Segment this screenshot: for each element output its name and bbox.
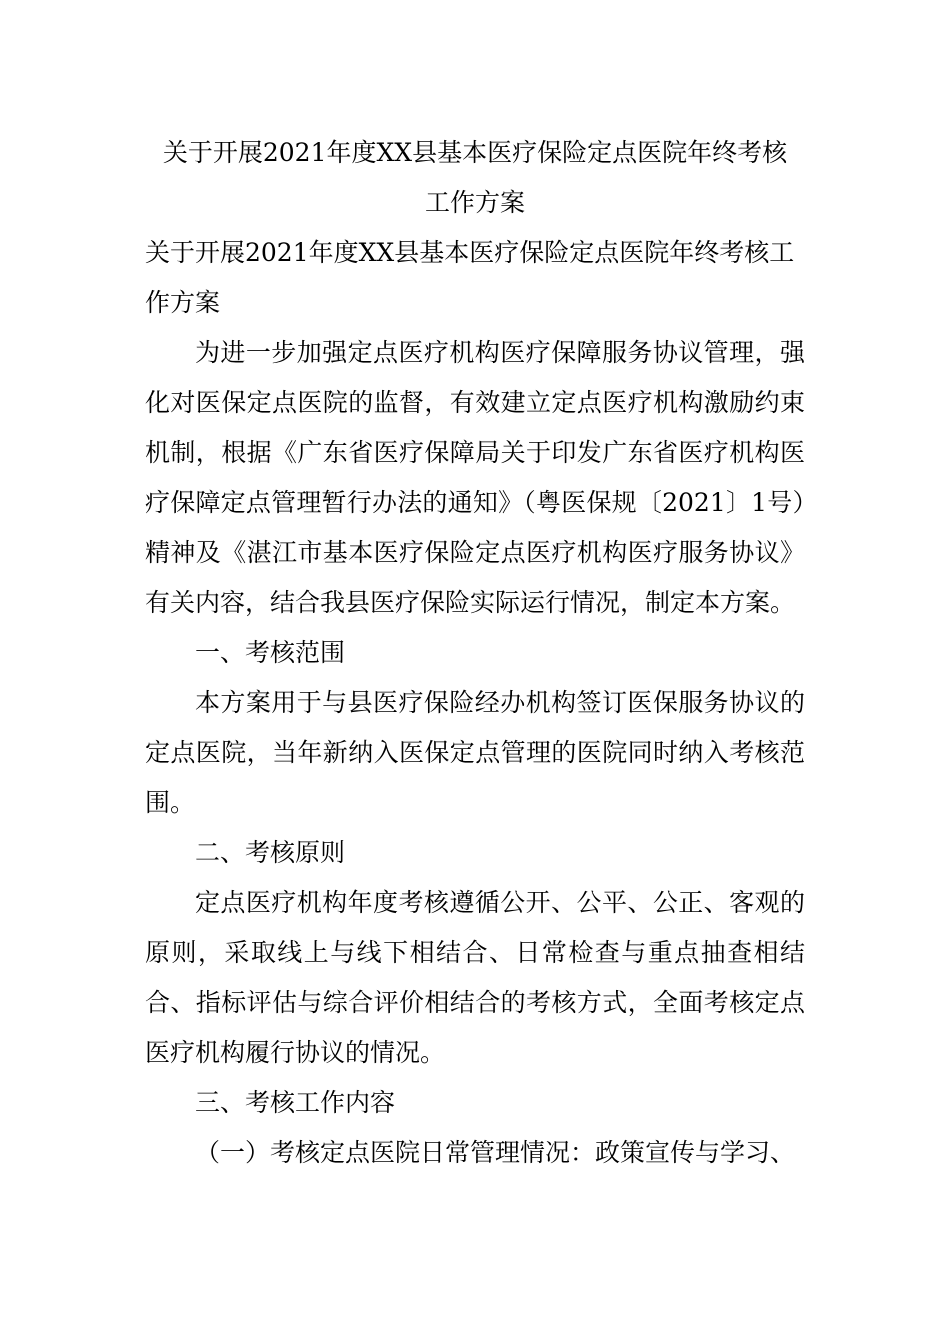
section-1-paragraph: 本方案用于与县医疗保险经办机构签订医保服务协议的定点医院，当年新纳入医保定点管理的医院同时纳入考核范围。 [145, 688, 805, 817]
section-3-heading: 三、考核工作内容 [195, 1088, 396, 1117]
section-2-paragraph: 定点医疗机构年度考核遵循公开、公平、公正、客观的原则，采取线上与线下相结合、日常检查与重点抽查相结合、指标评估与综合评价相结合的考核方式，全面考核定点医疗机构履行协议的情况。 [145, 888, 805, 1067]
title-line-1: 关于开展2021年度XX县基本医疗保险定点医院年终考核 [162, 138, 788, 167]
title-line-2: 工作方案 [424, 188, 525, 217]
intro-paragraph: 为进一步加强定点医疗机构医疗保障服务协议管理，强化对医保定点医院的监督，有效建立定点医疗机构激励约束机制，根据《广东省医疗保障局关于印发广东省医疗机构医疗保障定点管理暂行办法的通知》（粤医保规〔2021〕1号）精神及《湛江市基本医疗保险定点医疗机构医疗服务协议》有关内容，结合我县医疗保险实际运行情况，制定本方案。 [145, 338, 805, 617]
section-1-heading: 一、考核范围 [195, 638, 346, 667]
document-title [145, 128, 805, 228]
section-3-item-1: （一）考核定点医院日常管理情况：政策宣传与学习、 [195, 1138, 796, 1167]
section-2-heading: 二、考核原则 [195, 838, 346, 867]
document-body [145, 328, 805, 1178]
repeat-title: 关于开展2021年度XX县基本医疗保险定点医院年终考核工作方案 [145, 238, 795, 317]
